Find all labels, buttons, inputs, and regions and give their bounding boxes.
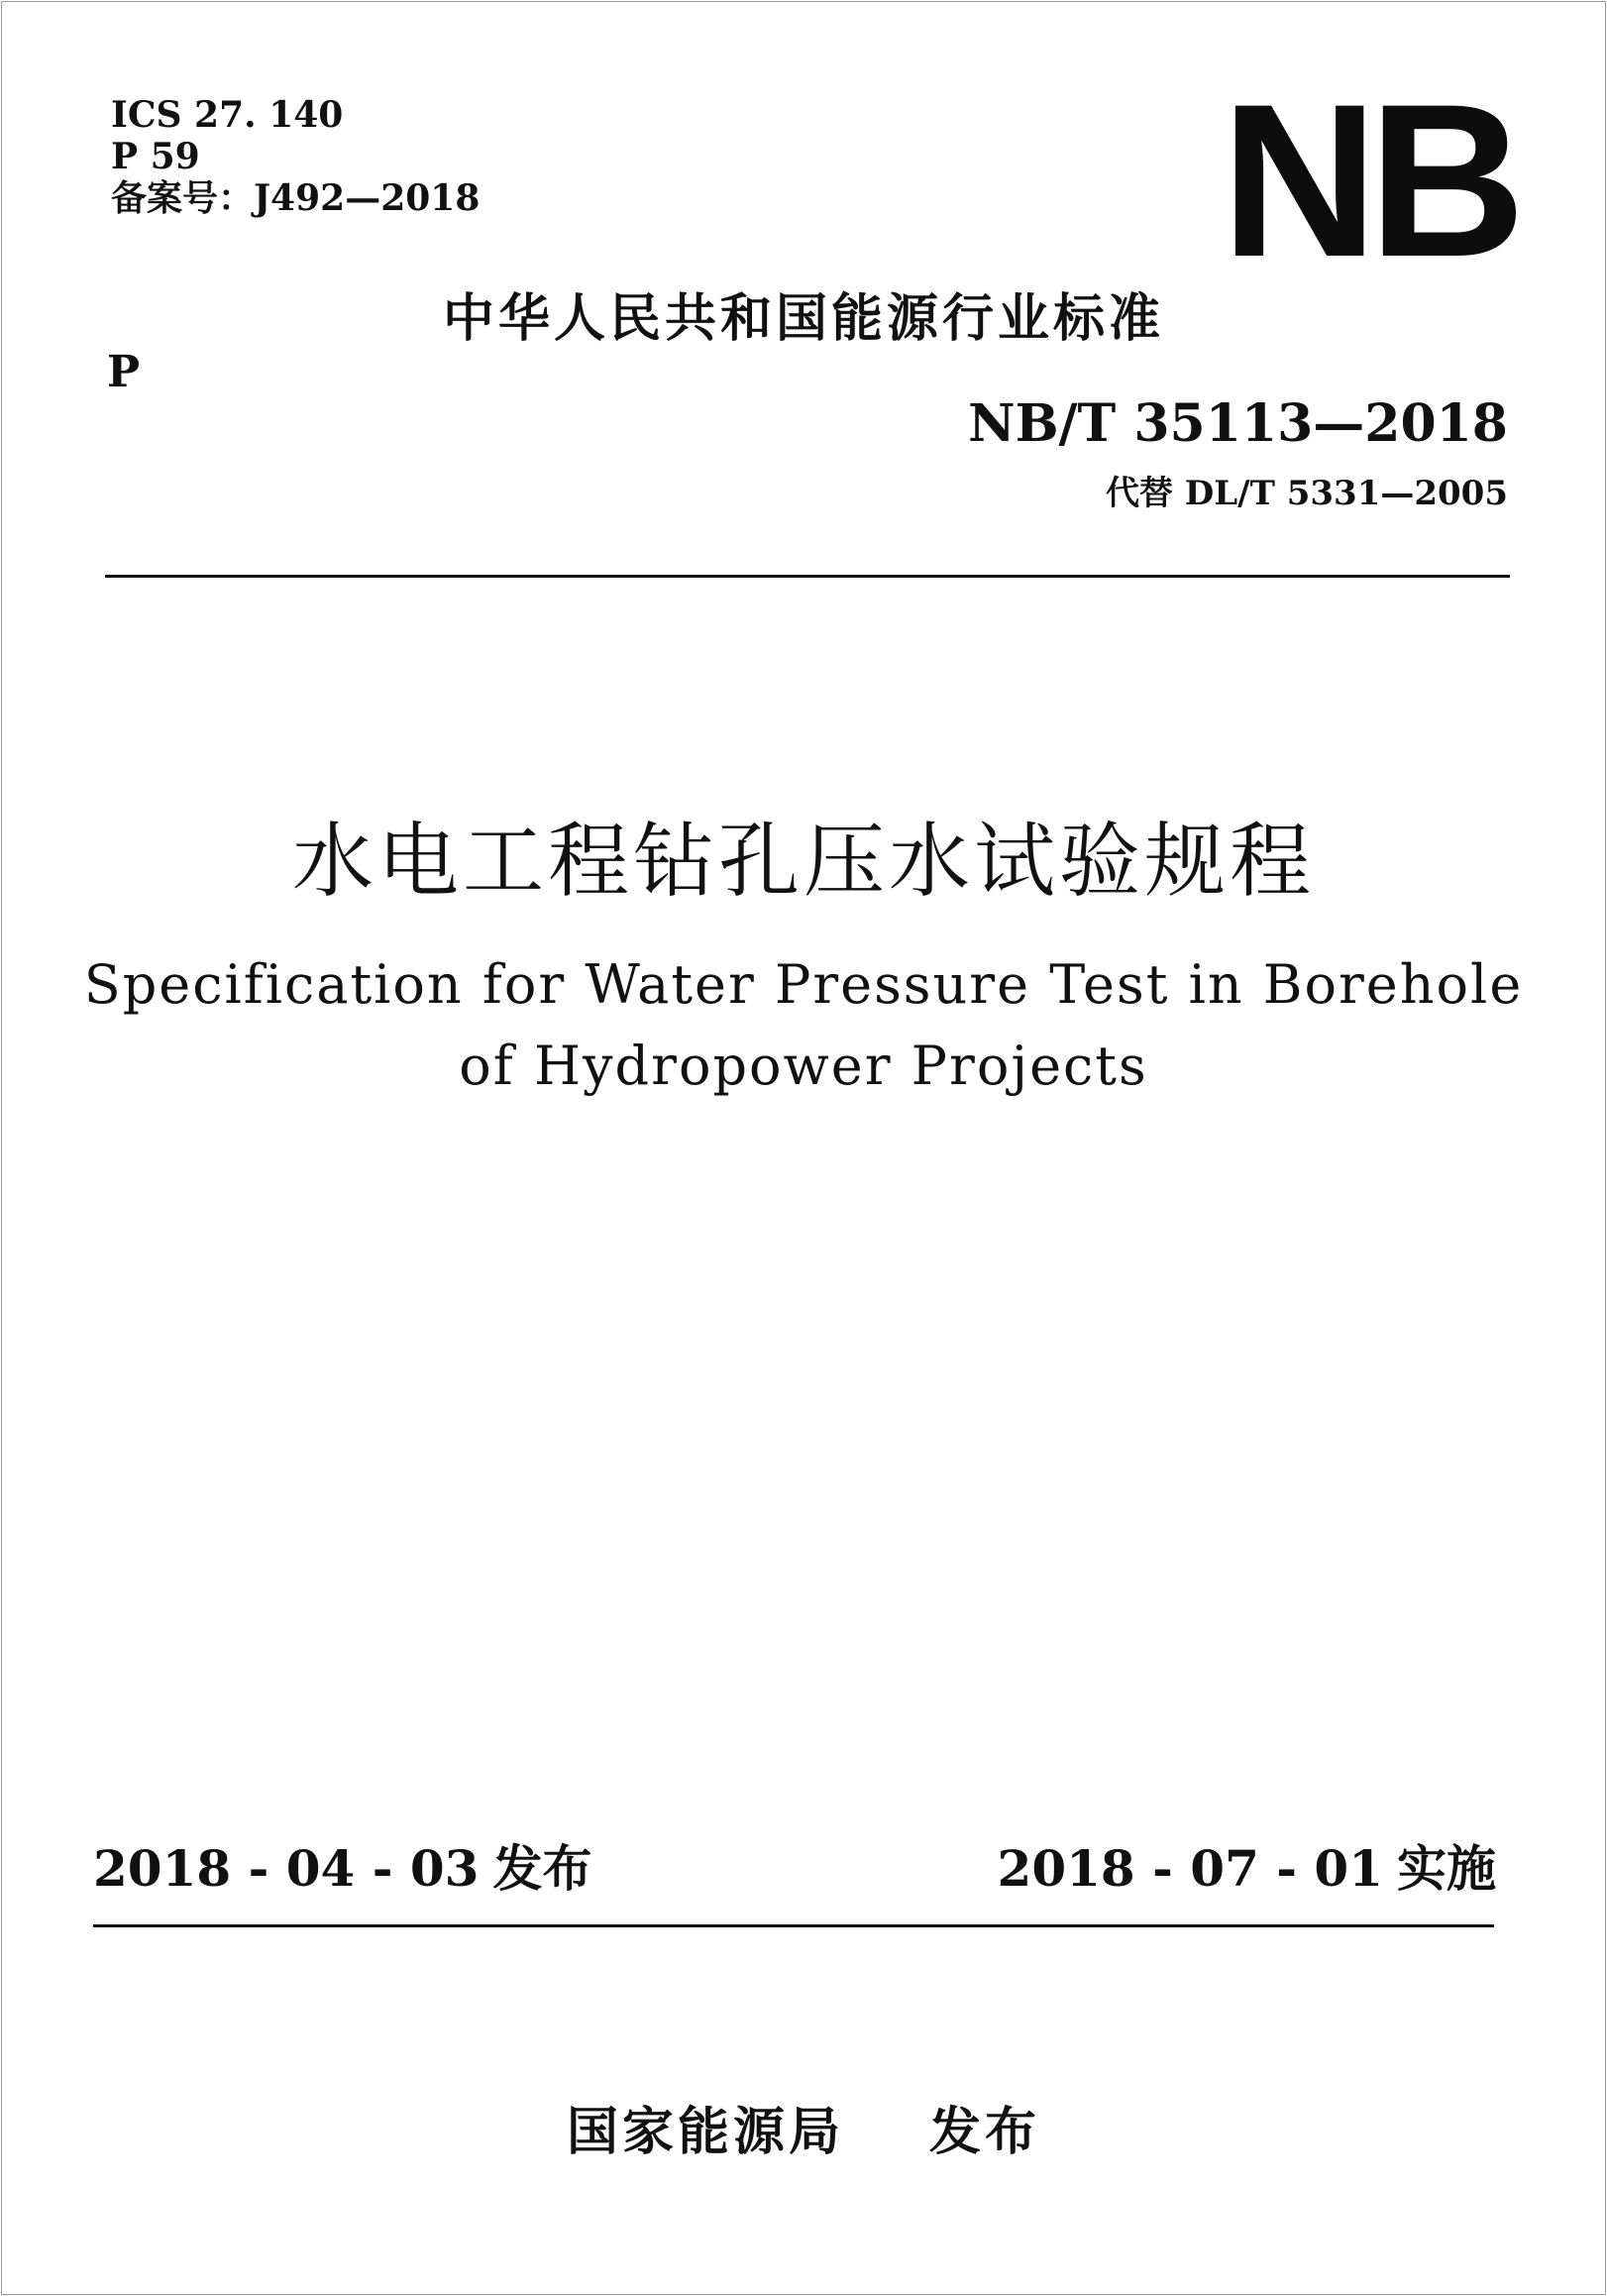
title-chinese: 水电工程钻孔压水试验规程 <box>291 815 1315 909</box>
side-classification-code: P <box>107 347 141 397</box>
title-english-line-2: of Hydropower Projects <box>459 1035 1148 1097</box>
classification-code: P 59 <box>111 136 200 177</box>
nb-logo: NB <box>1221 58 1516 302</box>
standard-number: NB/T 35113—2018 <box>968 393 1508 454</box>
effective-date <box>998 1839 1496 1899</box>
issuer-name: 国家能源局 <box>566 2103 844 2162</box>
issue-date-value: 2018 - 04 - 03 <box>93 1839 480 1898</box>
issue-date-label: 发布 <box>492 1840 592 1898</box>
effective-date-value: 2018 - 07 - 01 <box>997 1839 1383 1898</box>
standard-category: 中华人民共和国能源行业标准 <box>442 289 1164 349</box>
ics-code: ICS 27. 140 <box>111 94 344 136</box>
record-label: 备案号： <box>111 178 255 219</box>
effective-date-label: 实施 <box>1397 1840 1496 1898</box>
title-english-line-1: Specification for Water Pressure Test in Borehole <box>83 953 1524 1016</box>
issuer-action: 发布 <box>929 2103 1041 2162</box>
bottom-divider <box>93 1924 1494 1927</box>
top-divider <box>105 575 1510 578</box>
record-number <box>111 178 480 219</box>
issuer <box>0 2101 1607 2164</box>
record-value: J492—2018 <box>254 177 481 219</box>
replaces-standard: 代替 DL/T 5331—2005 <box>1105 474 1508 513</box>
issue-date <box>93 1839 591 1899</box>
